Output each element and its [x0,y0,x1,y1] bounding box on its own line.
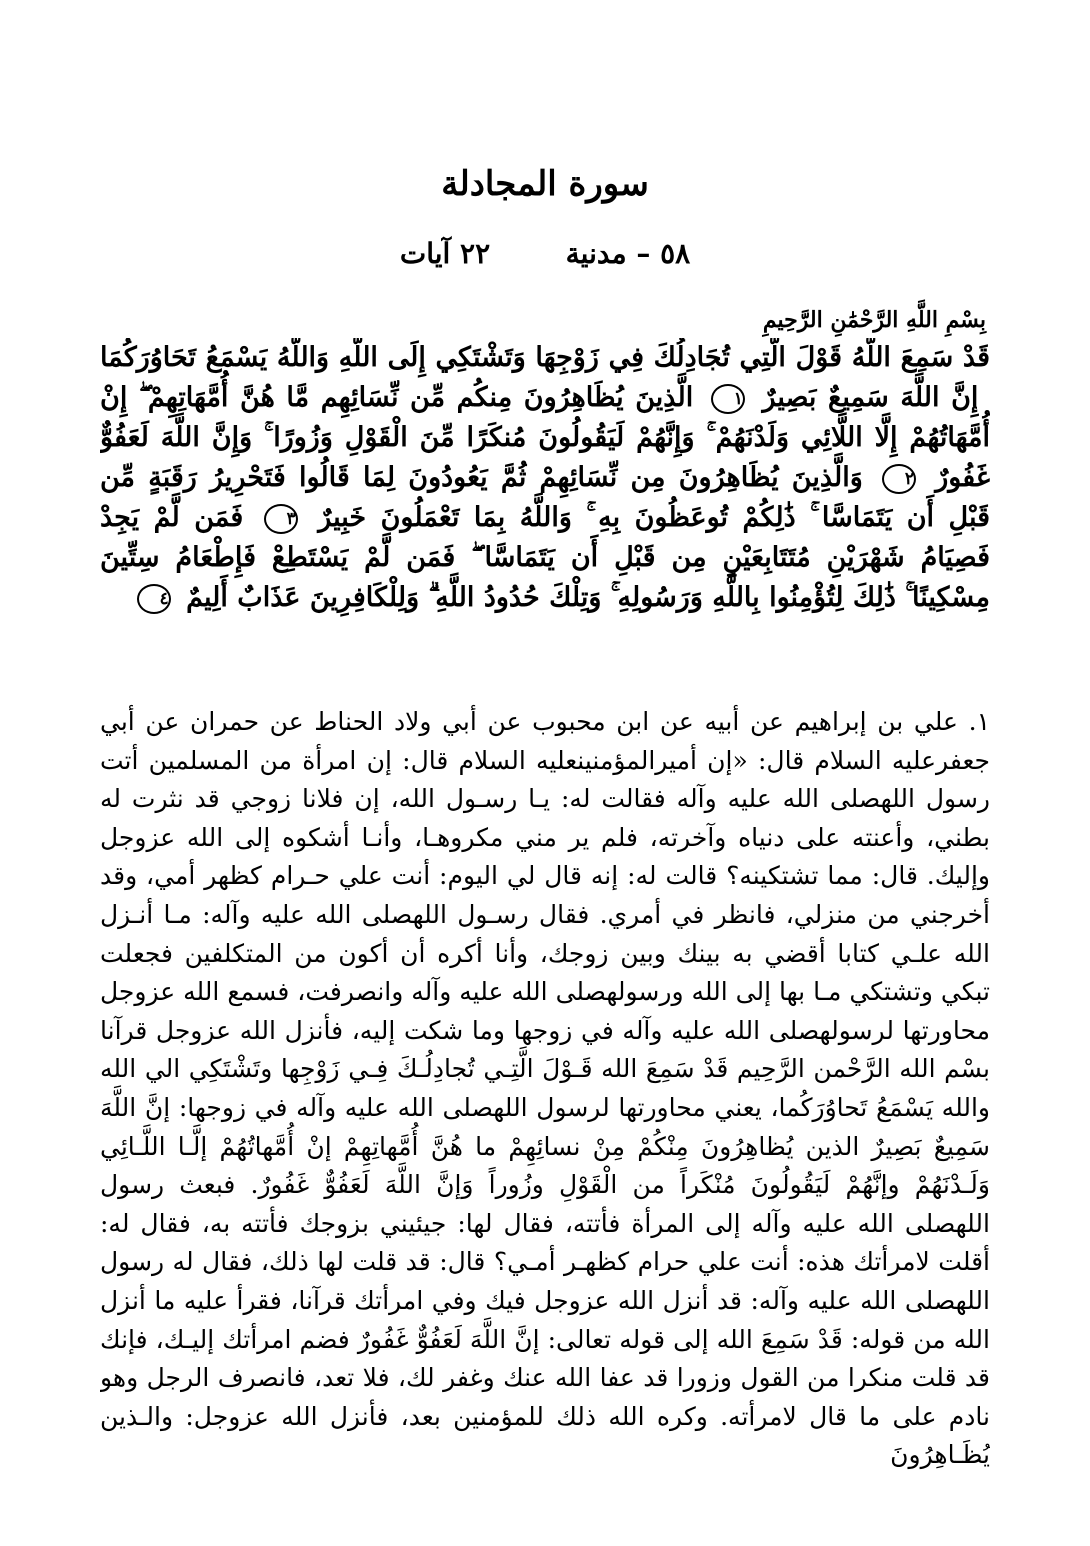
ayah-number-marker: ٣ [264,504,298,534]
commentary-paragraph: ١. علي بن إبراهيم عن أبيه عن ابن محبوب عن أبي ولاد الحناط عن حمران عن أبي جعفرعليه السلام قال: «إن أميرالمؤمنينعليه السلام قال: إن امرأة من المسلمين أتت رسول اللهصلى الله عليه وآله فقالت له: يـا رسـول الله، إن فلانا زوجي قد نثرت له بطني، وأعنته على دنياه وآخرته، فلم ير مني مكروهـا، وأنـا أشكوه إلى الله عزوجل وإليك. قال: مما تشتكينه؟ قالت له: إنه قال لي اليوم: أنت علي حـرام كظهر أمي، وقد أخرجني من منزلي، فانظر في أمري. فقال رسـول اللهصلى الله عليه وآله: مـا أنـزل الله علـي كتابا أقضي به بينك وبين زوجك، وأنا أكره أن أكون من المتكلفين فجعلت تبكي وتشتكي مـا بها إلى الله ورسولهصلى الله عليه وآله وانصرفت، فسمع الله عزوجل محاورتها لرسولهصلى الله عليه وآله في زوجها وما شكت إليه، فأنزل الله عزوجل قرآنا بسْم الله الرَّحْمن الرَّحِيم قَدْ سَمِعَ الله قَـوْلَ الَّتِـي تُجادِلُـكَ فِـي زَوْجِها وتَشْتَكِي الي الله والله يَسْمَعُ تَحاوُرَكُما، يعني محاورتها لرسول اللهصلى الله عليه وآله في زوجها: إنَّ اللَّهَ سَمِيعٌ بَصِيرٌ الذين يُظاهِرُونَ مِنْكُمْ مِنْ نسائِهِمْ ما هُنَّ أُمَّهاتِهِمْ إنْ أُمَّهاتُهُمْ إلَّـا اللَّـائِي وَلَـدْنَهُمْ وإنَّهُمْ لَيَقُولُونَ مُنْكَراً من الْقَوْلِ وزُوراً وَإنَّ اللَّهَ لَعَفُوٌّ غَفُورٌ. فبعث رسول اللهصلى الله عليه وآله إلى المرأة فأتته، فقال لها: جيئيني بزوجك فأتته به، فقال له: أقلت لامرأتك هذه: أنت علي حرام كظهـر أمـي؟ قال: قد قلت لها ذلك، فقال له رسول اللهصلى الله عليه وآله: قد أنزل الله عزوجل فيك وفي امرأتك قرآنا، فقرأ عليه ما أنزل الله من قوله: قَدْ سَمِعَ الله إلى قوله تعالى: إنَّ اللَّهَ لَعَفُوٌّ غَفُورٌ فضم امرأتك إليـك، فإنك قد قلت منكرا من القول وزورا قد عفا الله عنك وغفر لك، فلا تعد، فانصرف الرجل وهو نادم على ما قال لامرأته. وكره الله ذلك للمؤمنين بعد، فأنزل الله عزوجل: والـذين يُظَـاهِرُونَ [100,707,990,1470]
surah-meta [0,232,1090,276]
verse-text: فَمَن لَّمْ يَجِدْ فَصِيَامُ شَهْرَيْنِ مُتَتَابِعَيْنِ مِن قَبْلِ أَن يَتَمَاسَّا ۖ فَمَن لَّمْ يَسْتَطِعْ فَإِطْعَامُ سِتِّينَ مِسْكِينًا ۚ ذَٰلِكَ لِتُؤْمِنُوا بِاللَّهِ وَرَسُولِهِ ۚ وَتِلْكَ حُدُودُ اللَّهِ ۗ وَلِلْكَافِرِينَ عَذَابٌ أَلِيمٌ [100,502,990,613]
ayah-number-marker: ١ [711,384,745,414]
verse-text: الَّذِينَ يُظَاهِرُونَ مِنكُم مِّن نِّسَائِهِم مَّا هُنَّ أُمَّهَاتِهِمْ ۖ إِنْ أُمَّهَاتُهُمْ إِلَّا اللَّائِي وَلَدْنَهُمْ ۚ وَإِنَّهُمْ لَيَقُولُونَ مُنكَرًا مِّنَ الْقَوْلِ وَزُورًا ۚ وَإِنَّ اللَّهَ لَعَفُوٌّ غَفُورٌ [100,382,990,493]
verse-text: وَالَّذِينَ يُظَاهِرُونَ مِن نِّسَائِهِمْ ثُمَّ يَعُودُونَ لِمَا قَالُوا فَتَحْرِيرُ رَقَبَةٍ مِّن قَبْلِ أَن يَتَمَاسَّا ۚ ذَٰلِكُمْ تُوعَظُونَ بِهِ ۚ وَاللَّهُ بِمَا تَعْمَلُونَ خَبِيرٌ [100,462,990,533]
ayah-number-marker: ٢ [882,464,916,494]
surah-number-place: ٥٨ – مدنية [565,237,691,270]
verse-text: قَدْ سَمِعَ اللَّهُ قَوْلَ الَّتِي تُجَادِلُكَ فِي زَوْجِهَا وَتَشْتَكِي إِلَى اللَّهِ وَاللَّهُ يَسْمَعُ تَحَاوُرَكُمَا ۚ إِنَّ اللَّهَ سَمِيعٌ بَصِيرٌ [100,342,990,413]
surah-title: سورة المجادلة [441,164,649,204]
quran-verses [100,338,990,684]
surah-verse-count: ٢٢ آيات [399,237,491,270]
ayah-number-marker: ٤ [137,584,171,614]
basmala: بِسْمِ اللَّهِ الرَّحْمَٰنِ الرَّحِيمِ [762,307,986,333]
